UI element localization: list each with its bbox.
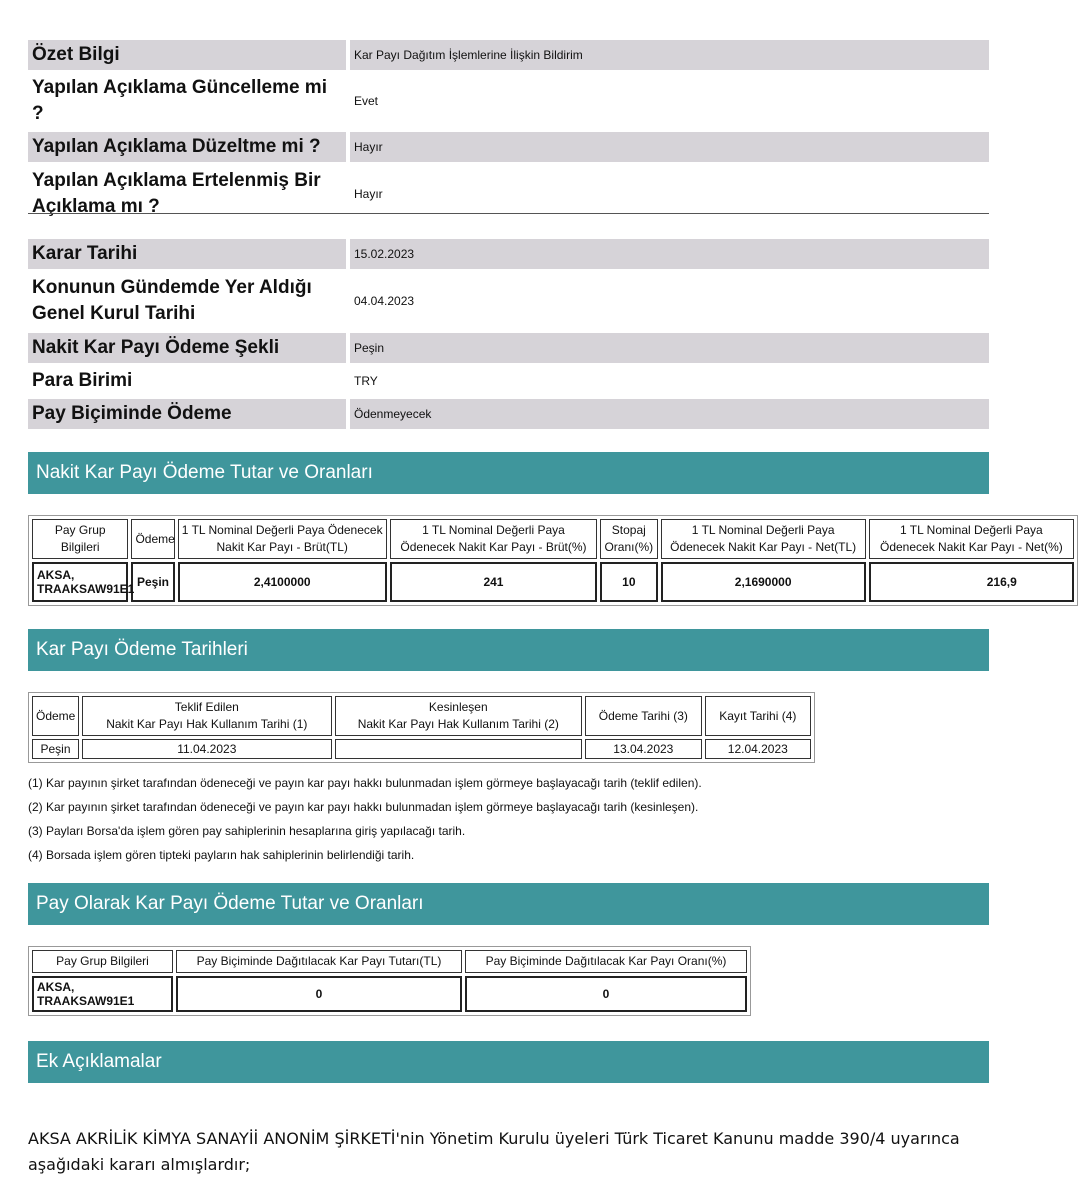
col-header: Ödeme bbox=[131, 519, 174, 559]
table-row bbox=[32, 976, 747, 1012]
table-header-row bbox=[32, 519, 1074, 559]
decision-label: Karar Tarihi bbox=[28, 239, 346, 269]
col-header-line: Nakit Kar Payı Hak Kullanım Tarihi (2) bbox=[357, 717, 559, 731]
cell-value: 0 bbox=[176, 976, 462, 1012]
decision-block bbox=[28, 236, 989, 432]
share-table-wrap bbox=[28, 946, 751, 1016]
section-header-cash: Nakit Kar Payı Ödeme Tutar ve Oranları bbox=[28, 452, 989, 494]
footnote: (2) Kar payının şirket tarafından ödeneceği ve payın kar payı hakkı bulunmadan işlem görmeye başlayacağı tarih (kesinleşen). bbox=[28, 800, 699, 814]
decision-label: Para Birimi bbox=[32, 370, 133, 391]
cell-value: 10 bbox=[600, 562, 657, 602]
col-header: 1 TL Nominal Değerli Paya Ödenecek Nakit Kar Payı - Brüt(TL) bbox=[178, 519, 387, 559]
extra-text-line: aşağıdaki kararı almışlardır; bbox=[28, 1155, 251, 1174]
cell-value: 241 bbox=[390, 562, 597, 602]
section-header-extra: Ek Açıklamalar bbox=[28, 1041, 989, 1083]
decision-value: Peşin bbox=[350, 333, 989, 363]
summary-label: Yapılan Açıklama Düzeltme mi ? bbox=[28, 132, 346, 162]
decision-value: TRY bbox=[354, 374, 378, 388]
decision-table bbox=[28, 236, 989, 432]
col-header bbox=[82, 696, 332, 736]
footnote: (1) Kar payının şirket tarafından ödeneceği ve payın kar payı hakkı bulunmadan işlem görmeye başlayacağı tarih (teklif edilen). bbox=[28, 776, 702, 790]
cell-value: 2,1690000 bbox=[661, 562, 866, 602]
cell-value: 216,9 bbox=[869, 562, 1074, 602]
table-row bbox=[32, 562, 1074, 602]
col-header: Pay Grup Bilgileri bbox=[32, 950, 173, 973]
footnote: (4) Borsada işlem gören tipteki payların hak sahiplerinin belirlendiği tarih. bbox=[28, 848, 415, 862]
summary-value: Hayır bbox=[350, 132, 989, 162]
extra-text bbox=[28, 1126, 989, 1178]
summary-row bbox=[28, 73, 989, 129]
summary-value: Hayır bbox=[354, 187, 383, 201]
extra-text-line: AKSA AKRİLİK KİMYA SANAYİİ ANONİM ŞİRKETİ'nin Yönetim Kurulu üyeleri Türk Ticaret Kanunu madde 390/4 uyarınca bbox=[28, 1129, 960, 1148]
col-header: Pay Biçiminde Dağıtılacak Kar Payı Tutarı(TL) bbox=[176, 950, 462, 973]
decision-value: Ödenmeyecek bbox=[350, 399, 989, 429]
summary-row bbox=[28, 165, 989, 223]
summary-block bbox=[28, 37, 989, 226]
cell-date: 11.04.2023 bbox=[82, 739, 332, 759]
summary-label: Yapılan Açıklama Güncelleme mi ? bbox=[32, 77, 327, 124]
col-header-line: Kesinleşen bbox=[428, 700, 488, 714]
cell-date: 12.04.2023 bbox=[705, 739, 811, 759]
table-header-row bbox=[32, 696, 811, 736]
col-header: Ödeme Tarihi (3) bbox=[585, 696, 702, 736]
decision-label: Nakit Kar Payı Ödeme Şekli bbox=[28, 333, 346, 363]
dates-table-wrap bbox=[28, 692, 815, 763]
decision-row bbox=[28, 366, 989, 396]
decision-label: Pay Biçiminde Ödeme bbox=[28, 399, 346, 429]
col-header-line: Nakit Kar Payı Hak Kullanım Tarihi (1) bbox=[106, 717, 308, 731]
cash-table bbox=[28, 515, 1078, 606]
col-header: Kayıt Tarihi (4) bbox=[705, 696, 811, 736]
cell-payment: Peşin bbox=[32, 739, 79, 759]
summary-table bbox=[28, 37, 989, 226]
cell-value: 2,4100000 bbox=[178, 562, 387, 602]
col-header: Pay Biçiminde Dağıtılacak Kar Payı Oranı(%) bbox=[465, 950, 747, 973]
decision-row bbox=[28, 239, 989, 269]
col-header: Pay Grup Bilgileri bbox=[32, 519, 128, 559]
share-table bbox=[28, 946, 751, 1016]
cell-group: AKSA, TRAAKSAW91E1 bbox=[32, 562, 128, 602]
section-header-share: Pay Olarak Kar Payı Ödeme Tutar ve Oranları bbox=[28, 883, 989, 925]
cell-group: AKSA, TRAAKSAW91E1 bbox=[32, 976, 173, 1012]
cash-table-wrap bbox=[28, 515, 1063, 606]
footnote: (3) Payları Borsa'da işlem gören pay sahiplerinin hesaplarına giriş yapılacağı tarih. bbox=[28, 824, 466, 838]
col-header: Stopaj Oranı(%) bbox=[600, 519, 657, 559]
decision-value: 04.04.2023 bbox=[354, 294, 415, 308]
cell-payment: Peşin bbox=[131, 562, 174, 602]
col-header: 1 TL Nominal Değerli Paya Ödenecek Nakit Kar Payı - Net(TL) bbox=[661, 519, 866, 559]
summary-row bbox=[28, 132, 989, 162]
section-header-dates: Kar Payı Ödeme Tarihleri bbox=[28, 629, 989, 671]
col-header-line: Teklif Edilen bbox=[174, 700, 239, 714]
col-header: 1 TL Nominal Değerli Paya Ödenecek Nakit Kar Payı - Net(%) bbox=[869, 519, 1074, 559]
dates-table bbox=[28, 692, 815, 763]
summary-value: Kar Payı Dağıtım İşlemlerine İlişkin Bildirim bbox=[350, 40, 989, 70]
col-header: Ödeme bbox=[32, 696, 79, 736]
decision-label: Konunun Gündemde Yer Aldığı Genel Kurul Tarihi bbox=[32, 277, 312, 324]
col-header bbox=[335, 696, 582, 736]
table-row bbox=[32, 739, 811, 759]
summary-value: Evet bbox=[354, 94, 379, 108]
summary-label: Yapılan Açıklama Ertelenmiş Bir Açıklama mı ? bbox=[32, 170, 321, 217]
decision-row bbox=[28, 272, 989, 330]
decision-value: 15.02.2023 bbox=[350, 239, 989, 269]
footnotes bbox=[28, 771, 989, 867]
summary-row bbox=[28, 40, 989, 70]
cell-value: 0 bbox=[465, 976, 747, 1012]
cell-date: 13.04.2023 bbox=[585, 739, 702, 759]
cell-date bbox=[335, 739, 582, 759]
decision-row bbox=[28, 333, 989, 363]
summary-label: Özet Bilgi bbox=[28, 40, 346, 70]
col-header: 1 TL Nominal Değerli Paya Ödenecek Nakit Kar Payı - Brüt(%) bbox=[390, 519, 597, 559]
table-header-row bbox=[32, 950, 747, 973]
decision-row bbox=[28, 399, 989, 429]
divider bbox=[28, 213, 989, 214]
